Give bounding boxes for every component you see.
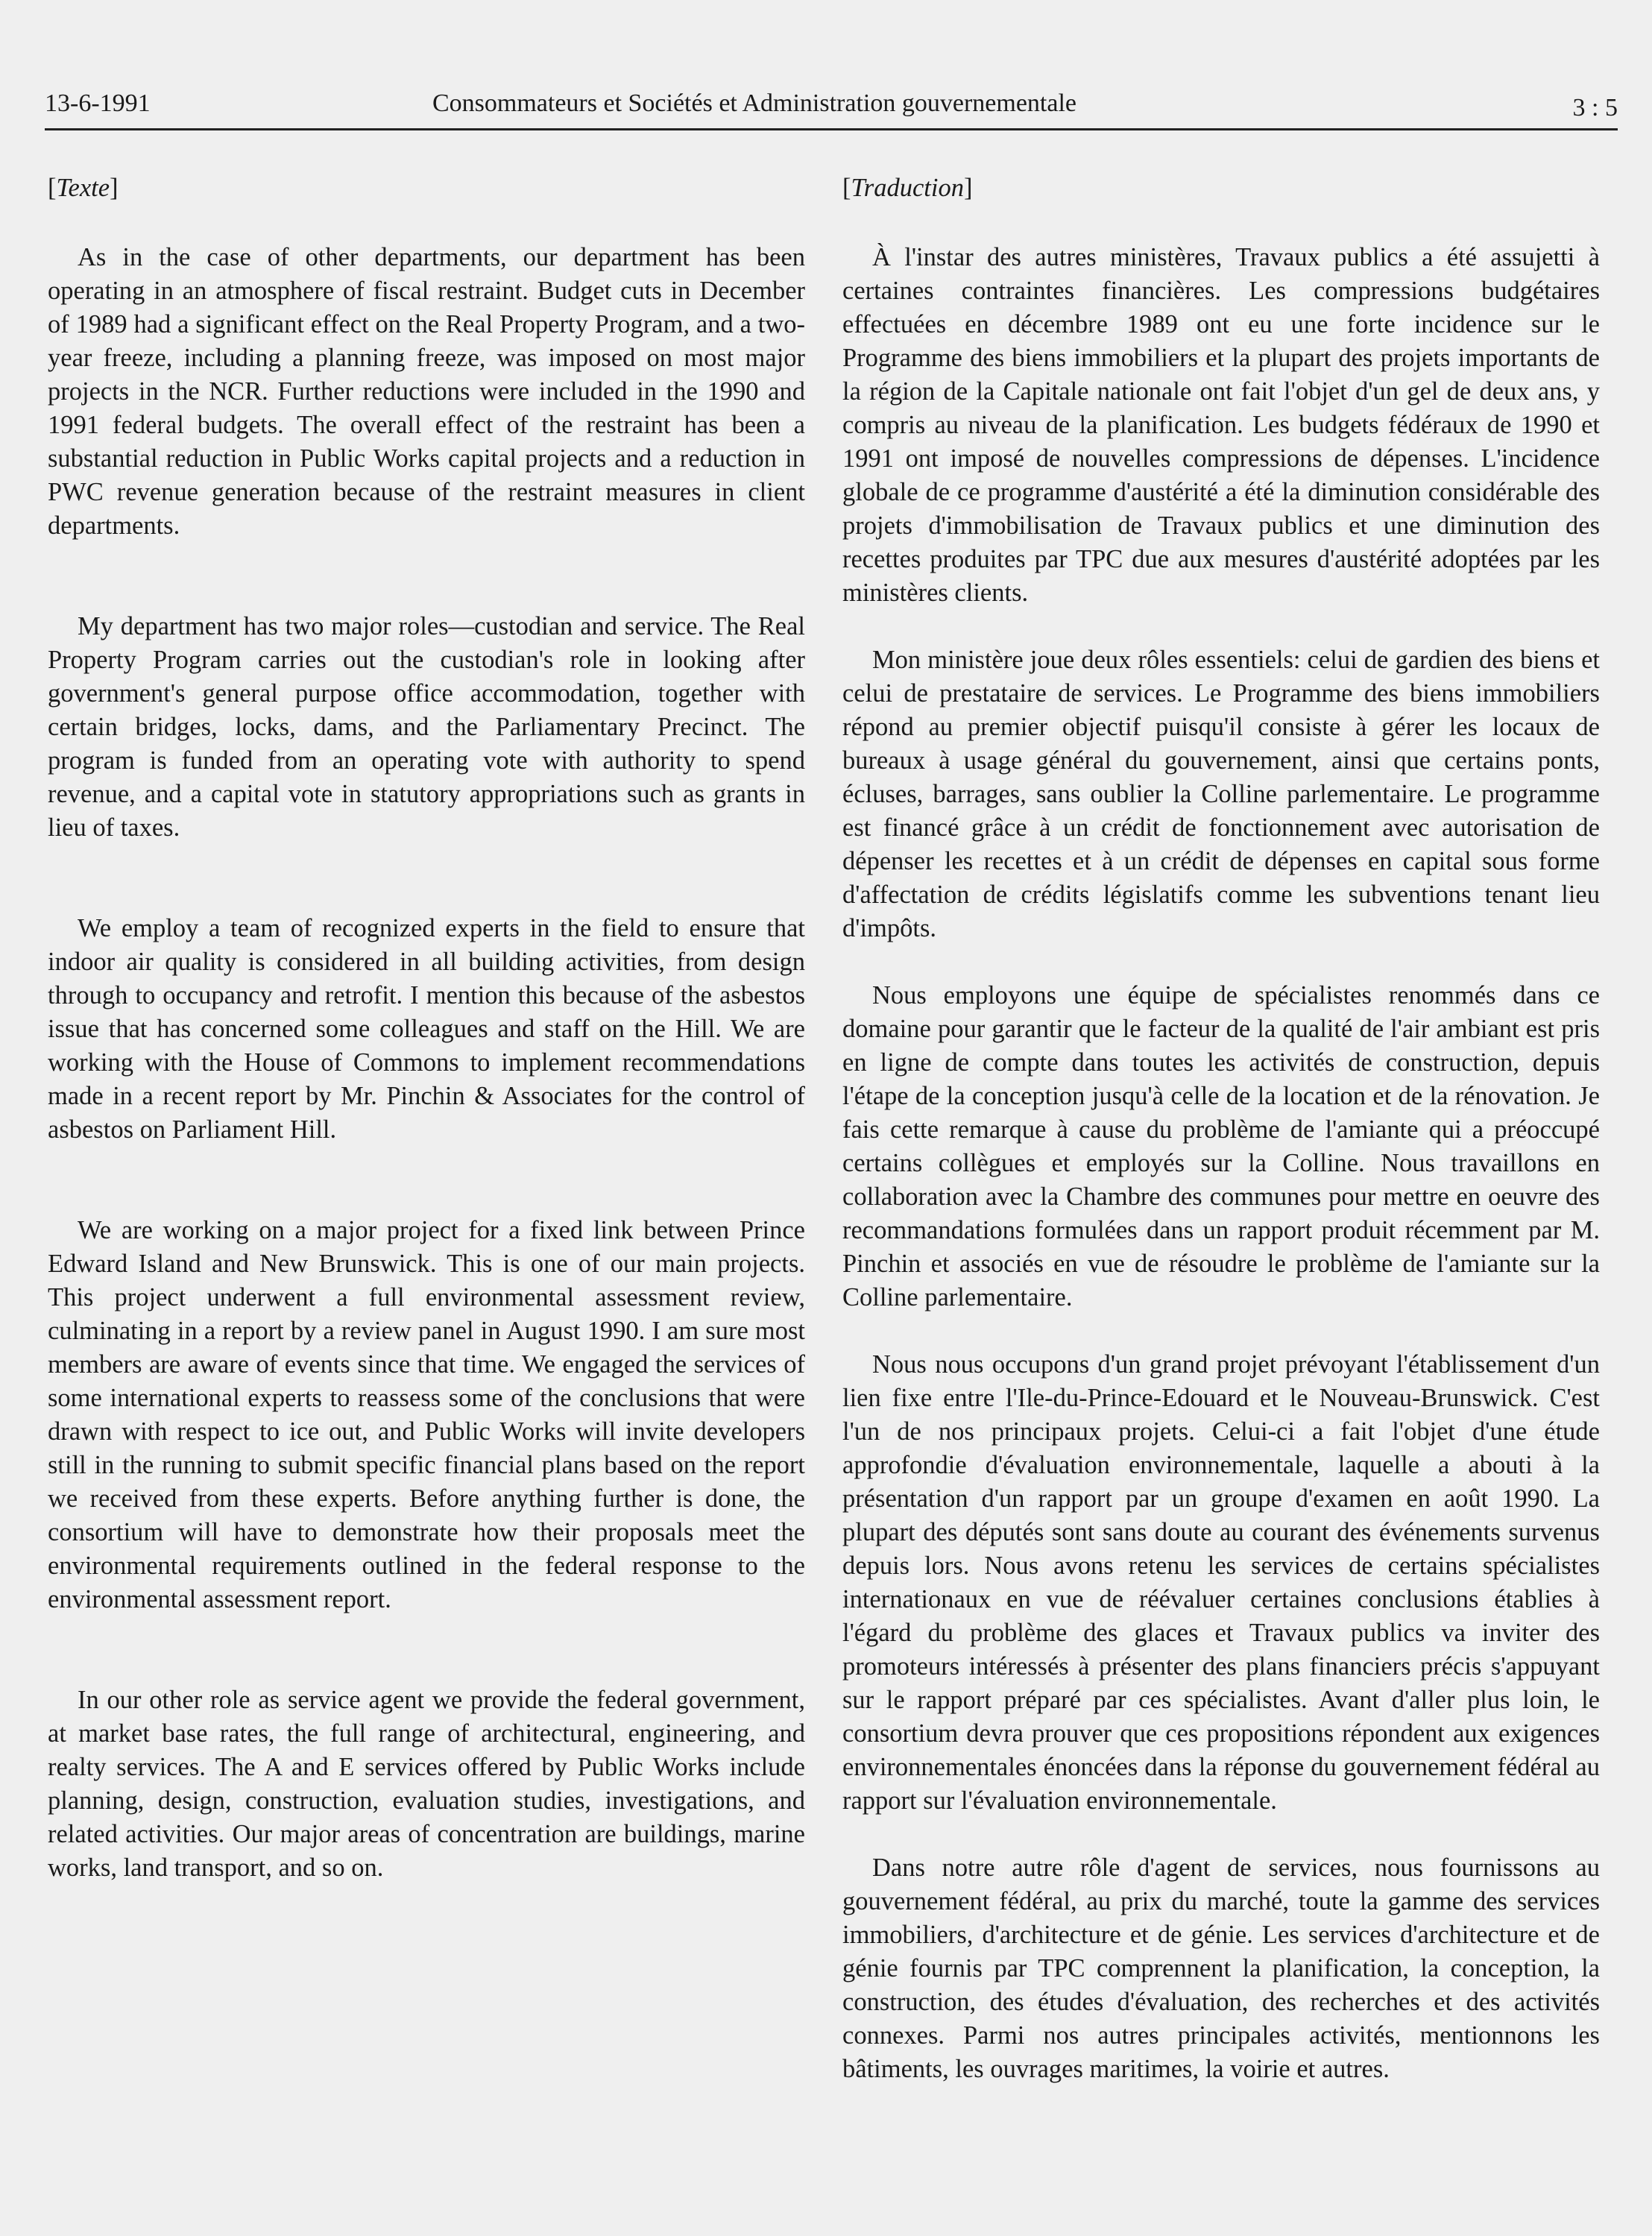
paragraph: À l'instar des autres ministères, Travaux publics a été assujetti à certaines contraintes financières. Les compressions budgétaires effectuées en décembre 1989 ont eu une forte incidence sur le Programme des biens immobiliers et la plupart des projets importants de la région de la Capitale nationale ont fait l'objet d'un gel de deux ans, y compris au niveau de la planification. Les budgets fédéraux de 1990 et 1991 ont imposé de nouvelles compressions de dépenses. L'incidence globale de ce programme d'austérité a été la diminution considérable des projets d'immobilisation de Travaux publics et une diminution des recettes produites par TPC due aux mesures d'austérité adoptées par les ministères clients. (842, 243, 1600, 607)
paragraph: My department has two major roles—custodian and service. The Real Property Program carries out the custodian's role in looking after government's general purpose office accommodation, together with certain bridges, locks, dams, and the Parliamentary Precinct. The program is funded from an operating vote with authority to spend revenue, and a capital vote in statutory appropriations such as grants in lieu of taxes. (48, 612, 805, 842)
section-tag-traduction: [Traduction] (842, 174, 973, 202)
header-date: 13-6-1991 (45, 89, 151, 117)
paragraph: Mon ministère joue deux rôles essentiels: celui de gardien des biens et celui de prestataire de services. Le Programme des biens immobiliers répond au premier objectif puisqu'il consiste à gérer les locaux de bureaux à usage général du gouvernement, ainsi que certains ponts, écluses, barrages, sans oublier la Colline parlementaire. Le programme est financé grâce à un crédit de fonctionnement avec autorisation de dépenser les recettes et à un crédit de dépenses en capital sous forme d'affectation de crédits législatifs comme les subventions tenant lieu d'impôts. (842, 646, 1600, 942)
page-header (45, 84, 1618, 130)
paragraph: In our other role as service agent we provide the federal government, at market base rates, the full range of architectural, engineering, and realty services. The A and E services offered by Public Works include planning, design, construction, evaluation studies, investigations, and related activities. Our major areas of concentration are buildings, marine works, land transport, and so on. (48, 1686, 805, 1882)
paragraph: We employ a team of recognized experts in the field to ensure that indoor air quality is considered in all building activities, from design through to occupancy and retrofit. I mention this because of the asbestos issue that has concerned some colleagues and staff on the Hill. We are working with the House of Commons to implement recommendations made in a recent report by Mr. Pinchin & Associates for the control of asbestos on Parliament Hill. (48, 914, 805, 1144)
paragraph: Dans notre autre rôle d'agent de services, nous fournissons au gouvernement fédéral, au prix du marché, toute la gamme des services immobiliers, d'architecture et de génie. Les services d'architecture et de génie fournis par TPC comprennent la planification, la conception, la construction, des études d'évaluation, des recherches et des activités connexes. Parmi nos autres principales activités, mentionnons les bâtiments, les ouvrages maritimes, la voirie et autres. (842, 1854, 1600, 2083)
paragraph: Nous employons une équipe de spécialistes renommés dans ce domaine pour garantir que le facteur de la qualité de l'air ambiant est pris en ligne de compte dans toutes les activités de construction, depuis l'étape de la conception jusqu'à celle de la location et de la rénovation. Je fais cette remarque à cause du problème de l'amiante qui a préoccupé certains collègues et employés sur la Colline. Nous travaillons en collaboration avec la Chambre des communes pour mettre en oeuvre des recommandations formulées dans un rapport produit récemment par M. Pinchin et associés en vue de résoudre le problème de l'amiante sur la Colline parlementaire. (842, 981, 1600, 1311)
page-number: 3 : 5 (1572, 94, 1618, 122)
tag-label: Texte (56, 174, 110, 202)
paragraph: As in the case of other departments, our department has been operating in an atmosphere of fiscal restraint. Budget cuts in December of 1989 had a significant effect on the Real Property Program, and a two-year freeze, including a planning freeze, was imposed on most major projects in the NCR. Further reductions were included in the 1990 and 1991 federal budgets. The overall effect of the restraint has been a substantial reduction in Public Works capital projects and a reduction in PWC revenue generation because of the restraint measures in client departments. (48, 243, 805, 540)
tag-label: Traduction (851, 174, 964, 202)
french-column (842, 171, 1600, 2120)
english-column (48, 171, 805, 1952)
paragraph: We are working on a major project for a fixed link between Prince Edward Island and New Brunswick. This is one of our main projects. This project underwent a full environmental assessment review, culminating in a report by a review panel in August 1990. I am sure most members are aware of events since that time. We engaged the services of some international experts to reassess some of the conclusions that were drawn with respect to ice out, and Public Works will invite developers still in the running to submit specific financial plans based on the report we received from these experts. Before anything further is done, the consortium will have to demonstrate how their proposals meet the environmental requirements outlined in the federal response to the environmental assessment report. (48, 1216, 805, 1613)
section-tag-texte: [Texte] (48, 174, 119, 202)
paragraph: Nous nous occupons d'un grand projet prévoyant l'établissement d'un lien fixe entre l'Ile-du-Prince-Edouard et le Nouveau-Brunswick. C'est l'un de nos principaux projets. Celui-ci a fait l'objet d'une étude approfondie d'évaluation environnementale, laquelle a abouti à la présentation d'un rapport par un groupe d'examen en août 1990. La plupart des députés sont sans doute au courant des événements survenus depuis lors. Nous avons retenu les services de certains spécialistes internationaux en vue de réévaluer certaines conclusions établies à l'égard du problème des glaces et Travaux publics va inviter des promoteurs intéressés à présenter des plans financiers précis s'appuyant sur le rapport préparé par ces spécialistes. Avant d'aller plus loin, le consortium devra prouver que ces propositions répondent aux exigences environnementales énoncées dans la réponse du gouvernement fédéral au rapport sur l'évaluation environnementale. (842, 1350, 1600, 1815)
header-title: Consommateurs et Sociétés et Administration gouvernementale (432, 89, 1076, 117)
